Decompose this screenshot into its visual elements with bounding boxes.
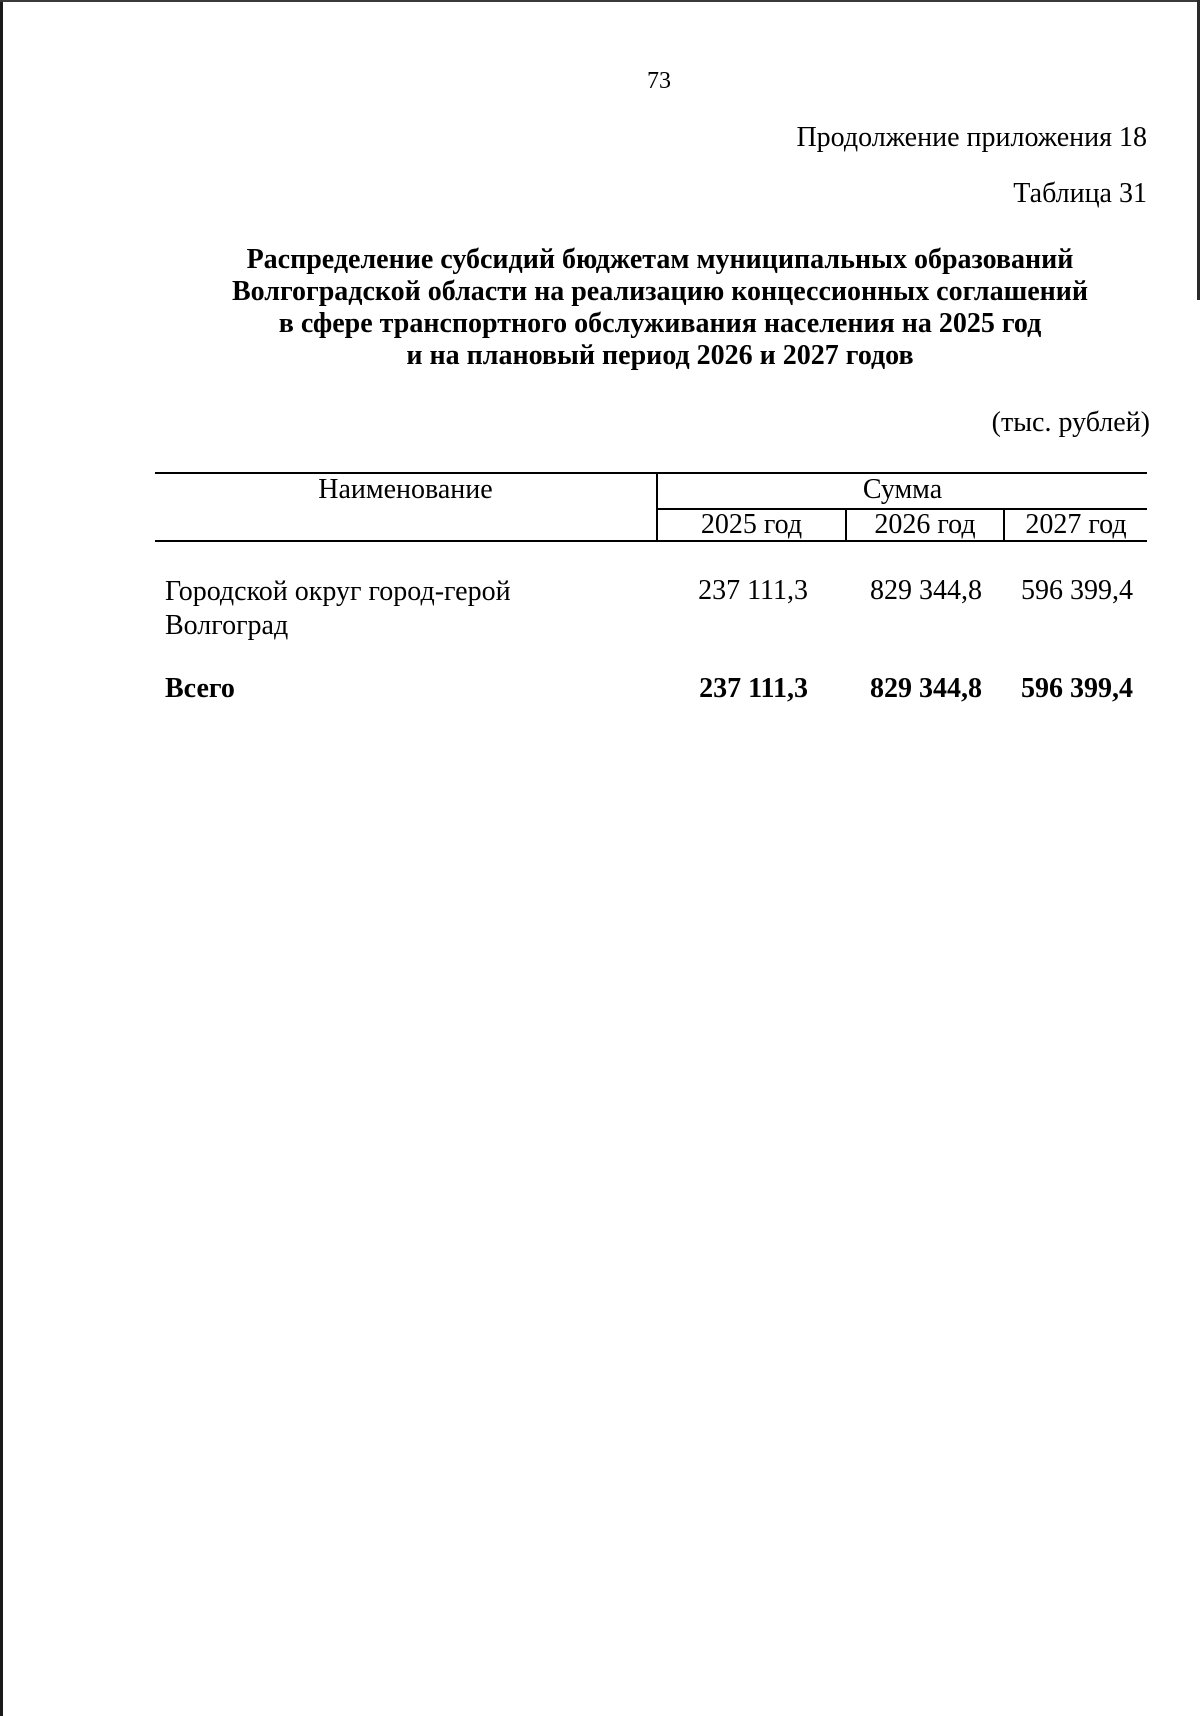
column-header-year: 2027 год: [1025, 509, 1127, 540]
units-label: (тыс. рублей): [991, 407, 1150, 438]
column-header-year: 2026 год: [874, 509, 976, 540]
column-header-name: Наименование: [318, 474, 493, 505]
title-line: и на плановый период 2026 и 2027 годов: [406, 340, 914, 371]
total-row-label: Всего: [165, 673, 235, 704]
table-cell-value: 829 344,8: [870, 575, 982, 606]
title-line: в сфере транспортного обслуживания населения на 2025 год: [278, 308, 1042, 339]
column-header-sum: Сумма: [862, 474, 943, 505]
total-value: 596 399,4: [1021, 673, 1133, 704]
column-header-year: 2025 год: [700, 509, 803, 540]
page-number: 73: [647, 68, 671, 94]
total-value: 237 111,3: [699, 673, 808, 704]
row-name-line: Городской округ город-герой: [165, 576, 511, 607]
table-number: Таблица 31: [1013, 178, 1147, 209]
scan-edge: [0, 0, 1200, 2]
table-cell-value: 596 399,4: [1021, 575, 1133, 606]
document-title: [160, 244, 1160, 372]
title-line: Волгоградской области на реализацию концессионных соглашений: [231, 276, 1089, 307]
row-name-line: Волгоград: [165, 610, 289, 641]
scan-edge: [0, 0, 3, 1716]
table-row-name: [165, 575, 511, 643]
appendix-note: Продолжение приложения 18: [796, 122, 1147, 153]
table-cell-value: 237 111,3: [698, 575, 808, 606]
title-line: Распределение субсидий бюджетам муниципальных образований: [246, 244, 1074, 275]
total-value: 829 344,8: [870, 673, 982, 704]
